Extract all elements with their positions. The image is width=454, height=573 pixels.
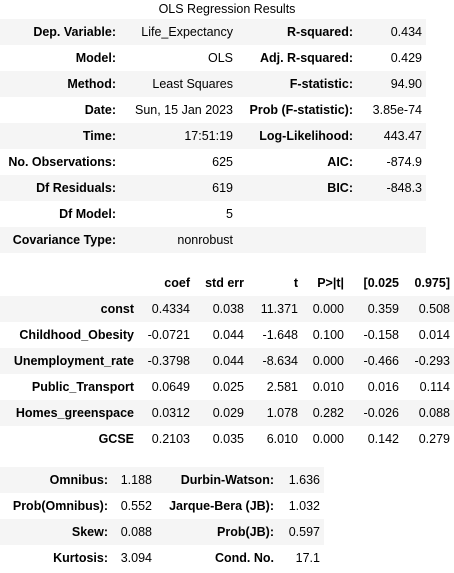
- variable-name: GCSE: [98, 432, 134, 446]
- summary-label: Dep. Variable:: [0, 19, 120, 45]
- coefficient-row: [0, 426, 454, 452]
- variable-name: Public_Transport: [31, 380, 134, 394]
- coefficient-cell: 0.029: [194, 400, 248, 426]
- diagnostics-value: 1.032: [288, 499, 320, 513]
- summary-label: No. Observations:: [8, 155, 116, 169]
- summary-label: Date:: [84, 103, 116, 117]
- summary-value: -848.3: [357, 175, 426, 201]
- summary-label: Model:: [75, 51, 116, 65]
- summary-row: [0, 19, 426, 45]
- coefficient-row: [0, 296, 454, 322]
- coefficient-cell: 0.044: [194, 348, 248, 374]
- diagnostics-label: Cond. No.: [214, 551, 274, 565]
- coefficient-cell: -8.634: [248, 348, 302, 374]
- diagnostics-label: Prob(JB):: [156, 519, 278, 545]
- coefficient-cell: 0.035: [212, 432, 244, 446]
- coefficient-cell: 0.282: [302, 400, 348, 426]
- summary-label: Method:: [0, 71, 120, 97]
- diagnostics-label: Skew:: [0, 519, 112, 545]
- diagnostics-label: Durbin-Watson:: [156, 467, 278, 493]
- coefficient-cell: 0.014: [418, 328, 450, 342]
- diagnostics-value: 0.552: [120, 499, 152, 513]
- summary-label: Time:: [0, 123, 120, 149]
- summary-value: Least Squares: [120, 71, 237, 97]
- coefficient-cell: 0.142: [367, 432, 399, 446]
- diagnostics-value: 0.088: [112, 519, 156, 545]
- summary-label: BIC:: [237, 175, 357, 201]
- coefficient-header-cell: P>|t|: [317, 276, 344, 290]
- coefficient-cell: -1.648: [262, 328, 298, 342]
- table-caption: OLS Regression Results: [158, 2, 296, 16]
- coefficient-cell: 1.078: [248, 400, 302, 426]
- summary-value: 625: [212, 155, 233, 169]
- diagnostics-value: 0.597: [278, 519, 324, 545]
- diagnostics-row: [0, 493, 324, 519]
- diagnostics-value: 3.094: [120, 551, 152, 565]
- summary-value: 94.90: [357, 71, 426, 97]
- coefficient-header-cell: [0.025: [363, 276, 399, 290]
- summary-value: 3.85e-74: [372, 103, 422, 117]
- coefficient-row: [0, 400, 454, 426]
- summary-value: 619: [120, 175, 237, 201]
- summary-row: [0, 201, 426, 227]
- coefficient-cell: 0.2103: [151, 432, 190, 446]
- coefficient-cell: 0.044: [212, 328, 244, 342]
- coefficient-header-cell: std err: [205, 276, 244, 290]
- summary-label: Log-Likelihood:: [237, 123, 357, 149]
- diagnostics-label: Jarque-Bera (JB):: [169, 499, 274, 513]
- summary-value: OLS: [207, 51, 233, 65]
- summary-label: AIC:: [327, 155, 353, 169]
- coefficient-cell: 6.010: [266, 432, 298, 446]
- summary-row: [0, 123, 426, 149]
- summary-value: Life_Expectancy: [120, 19, 237, 45]
- model-summary-table: [0, 19, 426, 253]
- diagnostics-value: 1.636: [278, 467, 324, 493]
- coefficient-header-row: [0, 270, 454, 296]
- summary-value: [357, 201, 426, 227]
- summary-label: Prob (F-statistic):: [249, 103, 353, 117]
- diagnostics-value: 1.188: [112, 467, 156, 493]
- summary-row: [0, 227, 426, 253]
- summary-label: Covariance Type:: [0, 227, 120, 253]
- coefficient-cell: -0.293: [403, 348, 454, 374]
- coefficient-cell: -0.0721: [147, 328, 190, 342]
- coefficient-cell: 0.016: [367, 380, 399, 394]
- coefficient-cell: -0.026: [348, 400, 403, 426]
- coefficient-cell: 0.100: [312, 328, 344, 342]
- summary-value: Sun, 15 Jan 2023: [135, 103, 233, 117]
- summary-label: [237, 227, 357, 253]
- coefficient-cell: 0.508: [403, 296, 454, 322]
- coefficient-header-cell: t: [293, 276, 298, 290]
- coefficient-header-cell: [0, 270, 138, 296]
- variable-name: const: [0, 296, 138, 322]
- coefficient-cell: -0.158: [363, 328, 399, 342]
- coefficient-table: [0, 270, 454, 452]
- coefficient-cell: -0.466: [348, 348, 403, 374]
- diagnostics-row: [0, 545, 324, 571]
- coefficient-cell: 0.000: [302, 348, 348, 374]
- summary-label: Df Residuals:: [0, 175, 120, 201]
- summary-value: 5: [226, 207, 233, 221]
- summary-row: [0, 71, 426, 97]
- summary-value: nonrobust: [120, 227, 237, 253]
- diagnostics-row: [0, 519, 324, 545]
- coefficient-cell: 0.038: [194, 296, 248, 322]
- coefficient-cell: 0.0649: [151, 380, 190, 394]
- coefficient-header-cell: coef: [164, 276, 190, 290]
- coefficient-cell: 0.025: [212, 380, 244, 394]
- summary-row: [0, 45, 426, 71]
- diagnostics-label: Prob(Omnibus):: [12, 499, 108, 513]
- variable-name: Childhood_Obesity: [19, 328, 134, 342]
- coefficient-cell: 0.359: [348, 296, 403, 322]
- variable-name: Unemployment_rate: [0, 348, 138, 374]
- diagnostics-label: Kurtosis:: [53, 551, 108, 565]
- coefficient-row: [0, 322, 454, 348]
- summary-value: 17:51:19: [120, 123, 237, 149]
- summary-value: -874.9: [386, 155, 422, 169]
- summary-value: 0.434: [357, 19, 426, 45]
- coefficient-cell: 0.114: [419, 380, 450, 394]
- summary-row: [0, 97, 426, 123]
- summary-value: 0.429: [390, 51, 422, 65]
- coefficient-row: [0, 374, 454, 400]
- summary-label: Adj. R-squared:: [259, 51, 353, 65]
- summary-label: [237, 201, 357, 227]
- coefficient-cell: 0.088: [403, 400, 454, 426]
- variable-name: Homes_greenspace: [0, 400, 138, 426]
- summary-value: [357, 227, 426, 253]
- coefficient-cell: 0.4334: [138, 296, 194, 322]
- coefficient-cell: 0.279: [418, 432, 450, 446]
- diagnostics-row: [0, 467, 324, 493]
- summary-label: Df Model:: [59, 207, 116, 221]
- summary-value: 443.47: [357, 123, 426, 149]
- coefficient-cell: 0.000: [302, 296, 348, 322]
- summary-row: [0, 149, 426, 175]
- coefficient-cell: 0.0312: [138, 400, 194, 426]
- summary-label: R-squared:: [237, 19, 357, 45]
- diagnostics-table: [0, 467, 324, 571]
- coefficient-cell: 11.371: [248, 296, 302, 322]
- coefficient-cell: 2.581: [266, 380, 298, 394]
- diagnostics-label: Omnibus:: [0, 467, 112, 493]
- coefficient-cell: 0.000: [312, 432, 344, 446]
- coefficient-header-cell: 0.975]: [414, 276, 450, 290]
- coefficient-row: [0, 348, 454, 374]
- coefficient-cell: -0.3798: [138, 348, 194, 374]
- coefficient-cell: 0.010: [312, 380, 344, 394]
- diagnostics-value: 17.1: [295, 551, 320, 565]
- summary-row: [0, 175, 426, 201]
- summary-label: F-statistic:: [237, 71, 357, 97]
